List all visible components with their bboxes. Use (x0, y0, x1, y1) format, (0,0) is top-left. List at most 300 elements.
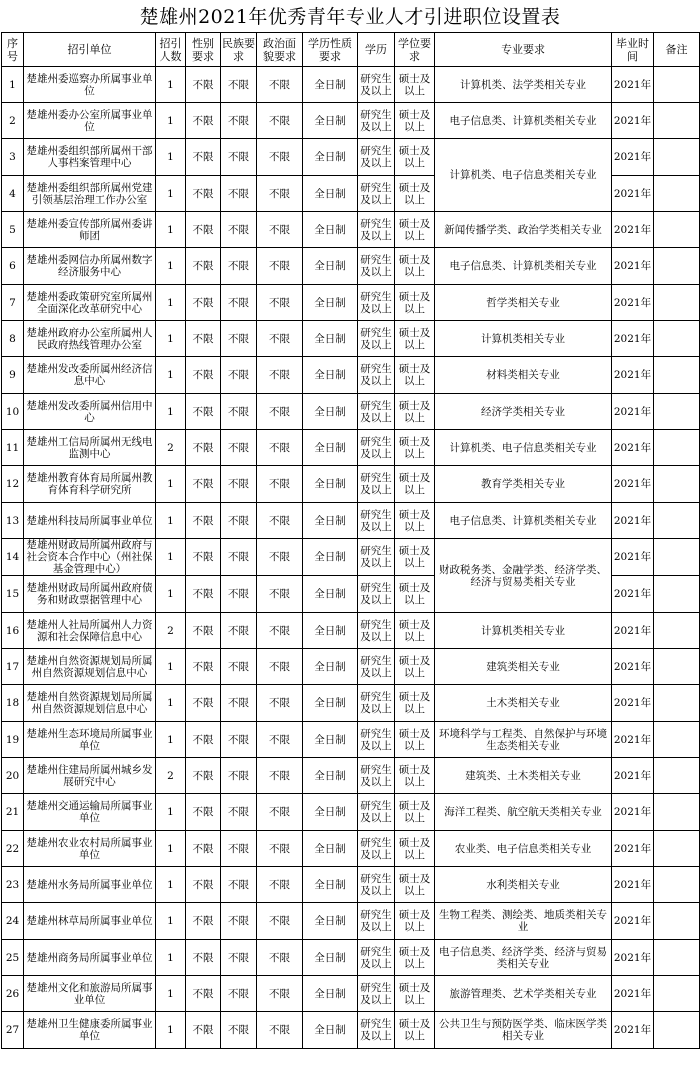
cell-unit: 楚雄州生态环境局所属事业单位 (24, 722, 156, 758)
cell-count: 1 (156, 867, 186, 903)
cell-gender: 不限 (186, 67, 221, 103)
cell-edu-type: 全日制 (303, 794, 358, 831)
cell-unit: 楚雄州自然资源规划局所属州自然资源规划信息中心 (24, 685, 156, 722)
cell-count: 1 (156, 67, 186, 103)
cell-seq: 7 (2, 285, 24, 321)
cell-education: 研究生及以上 (358, 357, 395, 394)
cell-edu-type: 全日制 (303, 321, 358, 357)
table-row (2, 321, 700, 357)
cell-education: 研究生及以上 (358, 613, 395, 649)
table-row (2, 940, 700, 976)
cell-gender: 不限 (186, 176, 221, 212)
cell-unit: 楚雄州政府办公室所属州人民政府热线管理办公室 (24, 321, 156, 357)
cell-major: 建筑类、土木类相关专业 (435, 758, 612, 794)
cell-count: 1 (156, 321, 186, 357)
cell-grad-time: 2021年 (612, 394, 654, 430)
cell-gender: 不限 (186, 466, 221, 503)
cell-gender: 不限 (186, 976, 221, 1012)
cell-gender: 不限 (186, 940, 221, 976)
cell-degree: 硕士及以上 (395, 394, 435, 430)
cell-grad-time: 2021年 (612, 503, 654, 539)
cell-seq: 19 (2, 722, 24, 758)
cell-major: 计算机类相关专业 (435, 321, 612, 357)
cell-count: 1 (156, 103, 186, 139)
header-major: 专业要求 (435, 33, 612, 67)
cell-note (654, 576, 700, 613)
cell-major: 农业类、电子信息类相关专业 (435, 831, 612, 867)
cell-education: 研究生及以上 (358, 1012, 395, 1049)
cell-count: 1 (156, 466, 186, 503)
cell-degree: 硕士及以上 (395, 103, 435, 139)
cell-political: 不限 (257, 685, 303, 722)
table-row (2, 1012, 700, 1049)
header-seq: 序号 (2, 33, 24, 67)
cell-edu-type: 全日制 (303, 613, 358, 649)
cell-gender: 不限 (186, 576, 221, 613)
cell-political: 不限 (257, 394, 303, 430)
cell-political: 不限 (257, 940, 303, 976)
cell-education: 研究生及以上 (358, 430, 395, 466)
cell-ethnicity: 不限 (221, 285, 257, 321)
cell-education: 研究生及以上 (358, 539, 395, 576)
cell-grad-time: 2021年 (612, 539, 654, 576)
cell-political: 不限 (257, 176, 303, 212)
cell-seq: 8 (2, 321, 24, 357)
cell-edu-type: 全日制 (303, 685, 358, 722)
cell-gender: 不限 (186, 685, 221, 722)
cell-degree: 硕士及以上 (395, 466, 435, 503)
cell-count: 1 (156, 176, 186, 212)
cell-ethnicity: 不限 (221, 212, 257, 248)
cell-major: 计算机类、电子信息类相关专业 (435, 139, 612, 212)
cell-political: 不限 (257, 613, 303, 649)
cell-note (654, 103, 700, 139)
cell-grad-time: 2021年 (612, 285, 654, 321)
cell-ethnicity: 不限 (221, 176, 257, 212)
cell-note (654, 321, 700, 357)
header-edu-type: 学历性质要求 (303, 33, 358, 67)
cell-grad-time: 2021年 (612, 248, 654, 285)
cell-seq: 27 (2, 1012, 24, 1049)
cell-edu-type: 全日制 (303, 976, 358, 1012)
cell-political: 不限 (257, 139, 303, 176)
positions-table (1, 32, 700, 1049)
cell-edu-type: 全日制 (303, 103, 358, 139)
cell-count: 1 (156, 1012, 186, 1049)
cell-note (654, 867, 700, 903)
cell-grad-time: 2021年 (612, 613, 654, 649)
cell-major: 计算机类相关专业 (435, 613, 612, 649)
cell-count: 1 (156, 212, 186, 248)
cell-major: 新闻传播学类、政治学类相关专业 (435, 212, 612, 248)
cell-political: 不限 (257, 67, 303, 103)
cell-unit: 楚雄州财政局所属州政府债务和财政票据管理中心 (24, 576, 156, 613)
cell-political: 不限 (257, 867, 303, 903)
cell-seq: 17 (2, 649, 24, 685)
cell-grad-time: 2021年 (612, 212, 654, 248)
cell-grad-time: 2021年 (612, 321, 654, 357)
cell-degree: 硕士及以上 (395, 1012, 435, 1049)
cell-grad-time: 2021年 (612, 430, 654, 466)
header-note: 备注 (654, 33, 700, 67)
cell-degree: 硕士及以上 (395, 867, 435, 903)
cell-political: 不限 (257, 576, 303, 613)
cell-edu-type: 全日制 (303, 903, 358, 940)
cell-count: 1 (156, 831, 186, 867)
header-gender: 性别要求 (186, 33, 221, 67)
cell-ethnicity: 不限 (221, 649, 257, 685)
cell-unit: 楚雄州财政局所属州政府与社会资本合作中心（州社保基金管理中心） (24, 539, 156, 576)
cell-gender: 不限 (186, 357, 221, 394)
cell-note (654, 539, 700, 576)
cell-grad-time: 2021年 (612, 466, 654, 503)
cell-major: 生物工程类、测绘类、地质类相关专业 (435, 903, 612, 940)
cell-seq: 11 (2, 430, 24, 466)
table-row (2, 794, 700, 831)
cell-political: 不限 (257, 976, 303, 1012)
cell-count: 1 (156, 503, 186, 539)
cell-degree: 硕士及以上 (395, 613, 435, 649)
cell-unit: 楚雄州发改委所属州经济信息中心 (24, 357, 156, 394)
cell-political: 不限 (257, 321, 303, 357)
cell-ethnicity: 不限 (221, 831, 257, 867)
cell-education: 研究生及以上 (358, 722, 395, 758)
cell-note (654, 67, 700, 103)
cell-education: 研究生及以上 (358, 831, 395, 867)
cell-grad-time: 2021年 (612, 576, 654, 613)
cell-unit: 楚雄州水务局所属事业单位 (24, 867, 156, 903)
cell-grad-time: 2021年 (612, 649, 654, 685)
table-row (2, 758, 700, 794)
cell-edu-type: 全日制 (303, 649, 358, 685)
cell-seq: 2 (2, 103, 24, 139)
cell-political: 不限 (257, 285, 303, 321)
cell-note (654, 722, 700, 758)
cell-edu-type: 全日制 (303, 831, 358, 867)
cell-education: 研究生及以上 (358, 649, 395, 685)
cell-note (654, 466, 700, 503)
cell-ethnicity: 不限 (221, 722, 257, 758)
cell-unit: 楚雄州商务局所属事业单位 (24, 940, 156, 976)
cell-education: 研究生及以上 (358, 321, 395, 357)
cell-count: 1 (156, 649, 186, 685)
cell-ethnicity: 不限 (221, 503, 257, 539)
cell-grad-time: 2021年 (612, 103, 654, 139)
cell-major: 电子信息类、计算机类相关专业 (435, 248, 612, 285)
cell-note (654, 831, 700, 867)
cell-gender: 不限 (186, 503, 221, 539)
cell-seq: 25 (2, 940, 24, 976)
cell-note (654, 649, 700, 685)
cell-ethnicity: 不限 (221, 867, 257, 903)
cell-ethnicity: 不限 (221, 903, 257, 940)
cell-degree: 硕士及以上 (395, 430, 435, 466)
cell-count: 1 (156, 794, 186, 831)
cell-unit: 楚雄州委网信办所属州数字经济服务中心 (24, 248, 156, 285)
cell-major: 电子信息类、计算机类相关专业 (435, 103, 612, 139)
cell-gender: 不限 (186, 722, 221, 758)
cell-degree: 硕士及以上 (395, 976, 435, 1012)
cell-gender: 不限 (186, 613, 221, 649)
cell-note (654, 1012, 700, 1049)
table-row (2, 503, 700, 539)
cell-major: 哲学类相关专业 (435, 285, 612, 321)
cell-seq: 21 (2, 794, 24, 831)
cell-political: 不限 (257, 357, 303, 394)
cell-grad-time: 2021年 (612, 831, 654, 867)
cell-political: 不限 (257, 1012, 303, 1049)
cell-unit: 楚雄州卫生健康委所属事业单位 (24, 1012, 156, 1049)
cell-edu-type: 全日制 (303, 394, 358, 430)
cell-count: 1 (156, 722, 186, 758)
cell-edu-type: 全日制 (303, 357, 358, 394)
cell-ethnicity: 不限 (221, 357, 257, 394)
cell-seq: 1 (2, 67, 24, 103)
cell-education: 研究生及以上 (358, 903, 395, 940)
cell-major: 海洋工程类、航空航天类相关专业 (435, 794, 612, 831)
cell-ethnicity: 不限 (221, 430, 257, 466)
cell-ethnicity: 不限 (221, 394, 257, 430)
cell-grad-time: 2021年 (612, 685, 654, 722)
cell-degree: 硕士及以上 (395, 685, 435, 722)
cell-seq: 10 (2, 394, 24, 430)
header-grad-time: 毕业时间 (612, 33, 654, 67)
cell-unit: 楚雄州教育体育局所属州教育体育科学研究所 (24, 466, 156, 503)
cell-seq: 5 (2, 212, 24, 248)
table-row (2, 539, 700, 576)
cell-political: 不限 (257, 539, 303, 576)
cell-edu-type: 全日制 (303, 285, 358, 321)
cell-edu-type: 全日制 (303, 430, 358, 466)
cell-ethnicity: 不限 (221, 758, 257, 794)
cell-grad-time: 2021年 (612, 176, 654, 212)
cell-degree: 硕士及以上 (395, 321, 435, 357)
cell-note (654, 212, 700, 248)
cell-degree: 硕士及以上 (395, 67, 435, 103)
cell-edu-type: 全日制 (303, 576, 358, 613)
cell-gender: 不限 (186, 903, 221, 940)
cell-count: 1 (156, 903, 186, 940)
cell-degree: 硕士及以上 (395, 503, 435, 539)
cell-note (654, 758, 700, 794)
cell-note (654, 430, 700, 466)
cell-edu-type: 全日制 (303, 722, 358, 758)
cell-note (654, 940, 700, 976)
cell-note (654, 139, 700, 176)
cell-note (654, 613, 700, 649)
cell-grad-time: 2021年 (612, 976, 654, 1012)
table-row (2, 357, 700, 394)
cell-political: 不限 (257, 430, 303, 466)
cell-political: 不限 (257, 903, 303, 940)
cell-degree: 硕士及以上 (395, 248, 435, 285)
cell-seq: 13 (2, 503, 24, 539)
cell-education: 研究生及以上 (358, 940, 395, 976)
table-row (2, 613, 700, 649)
table-row (2, 212, 700, 248)
cell-ethnicity: 不限 (221, 248, 257, 285)
table-row (2, 685, 700, 722)
cell-count: 2 (156, 430, 186, 466)
cell-seq: 9 (2, 357, 24, 394)
cell-major: 公共卫生与预防医学类、临床医学类相关专业 (435, 1012, 612, 1049)
table-header-row (2, 33, 700, 67)
cell-seq: 6 (2, 248, 24, 285)
cell-seq: 22 (2, 831, 24, 867)
table-row (2, 67, 700, 103)
cell-education: 研究生及以上 (358, 758, 395, 794)
cell-major: 教育学类相关专业 (435, 466, 612, 503)
table-row (2, 248, 700, 285)
cell-major: 建筑类相关专业 (435, 649, 612, 685)
cell-gender: 不限 (186, 139, 221, 176)
cell-unit: 楚雄州发改委所属州信用中心 (24, 394, 156, 430)
cell-education: 研究生及以上 (358, 466, 395, 503)
cell-unit: 楚雄州人社局所属州人力资源和社会保障信息中心 (24, 613, 156, 649)
cell-degree: 硕士及以上 (395, 285, 435, 321)
table-row (2, 722, 700, 758)
page-title: 楚雄州2021年优秀青年专业人才引进职位设置表 (139, 6, 561, 28)
cell-degree: 硕士及以上 (395, 722, 435, 758)
cell-note (654, 503, 700, 539)
cell-count: 1 (156, 976, 186, 1012)
cell-major: 经济学类相关专业 (435, 394, 612, 430)
cell-unit: 楚雄州委组织部所属州党建引领基层治理工作办公室 (24, 176, 156, 212)
cell-seq: 20 (2, 758, 24, 794)
cell-edu-type: 全日制 (303, 503, 358, 539)
cell-count: 1 (156, 539, 186, 576)
cell-seq: 18 (2, 685, 24, 722)
cell-grad-time: 2021年 (612, 758, 654, 794)
cell-gender: 不限 (186, 1012, 221, 1049)
cell-ethnicity: 不限 (221, 940, 257, 976)
cell-degree: 硕士及以上 (395, 903, 435, 940)
table-row (2, 976, 700, 1012)
header-unit: 招引单位 (24, 33, 156, 67)
cell-degree: 硕士及以上 (395, 758, 435, 794)
cell-political: 不限 (257, 503, 303, 539)
table-row (2, 649, 700, 685)
cell-unit: 楚雄州委组织部所属州干部人事档案管理中心 (24, 139, 156, 176)
cell-education: 研究生及以上 (358, 976, 395, 1012)
cell-grad-time: 2021年 (612, 903, 654, 940)
cell-note (654, 285, 700, 321)
table-row (2, 103, 700, 139)
cell-count: 2 (156, 613, 186, 649)
cell-note (654, 976, 700, 1012)
cell-unit: 楚雄州委宣传部所属州委讲师团 (24, 212, 156, 248)
cell-major: 旅游管理类、艺术学类相关专业 (435, 976, 612, 1012)
cell-count: 1 (156, 685, 186, 722)
cell-gender: 不限 (186, 758, 221, 794)
cell-unit: 楚雄州农业农村局所属事业单位 (24, 831, 156, 867)
cell-note (654, 685, 700, 722)
cell-gender: 不限 (186, 831, 221, 867)
cell-major: 水利类相关专业 (435, 867, 612, 903)
cell-education: 研究生及以上 (358, 576, 395, 613)
cell-major: 财政税务类、金融学类、经济学类、经济与贸易类相关专业 (435, 539, 612, 613)
header-degree: 学位要求 (395, 33, 435, 67)
cell-ethnicity: 不限 (221, 139, 257, 176)
cell-note (654, 794, 700, 831)
cell-ethnicity: 不限 (221, 321, 257, 357)
cell-major: 计算机类、电子信息类相关专业 (435, 430, 612, 466)
cell-count: 1 (156, 248, 186, 285)
cell-seq: 12 (2, 466, 24, 503)
cell-count: 1 (156, 357, 186, 394)
table-row (2, 903, 700, 940)
cell-unit: 楚雄州委办公室所属事业单位 (24, 103, 156, 139)
cell-seq: 24 (2, 903, 24, 940)
table-row (2, 394, 700, 430)
cell-ethnicity: 不限 (221, 613, 257, 649)
cell-unit: 楚雄州委巡察办所属事业单位 (24, 67, 156, 103)
cell-ethnicity: 不限 (221, 1012, 257, 1049)
cell-degree: 硕士及以上 (395, 176, 435, 212)
cell-gender: 不限 (186, 248, 221, 285)
cell-ethnicity: 不限 (221, 103, 257, 139)
cell-edu-type: 全日制 (303, 539, 358, 576)
table-body (2, 67, 700, 1049)
cell-note (654, 357, 700, 394)
cell-edu-type: 全日制 (303, 212, 358, 248)
cell-degree: 硕士及以上 (395, 539, 435, 576)
cell-unit: 楚雄州交通运输局所属事业单位 (24, 794, 156, 831)
cell-education: 研究生及以上 (358, 176, 395, 212)
header-political: 政治面貌要求 (257, 33, 303, 67)
cell-major: 电子信息类、计算机类相关专业 (435, 503, 612, 539)
cell-count: 1 (156, 285, 186, 321)
cell-gender: 不限 (186, 321, 221, 357)
cell-count: 1 (156, 394, 186, 430)
cell-seq: 3 (2, 139, 24, 176)
cell-education: 研究生及以上 (358, 248, 395, 285)
cell-unit: 楚雄州林草局所属事业单位 (24, 903, 156, 940)
cell-degree: 硕士及以上 (395, 357, 435, 394)
cell-edu-type: 全日制 (303, 176, 358, 212)
cell-political: 不限 (257, 758, 303, 794)
cell-ethnicity: 不限 (221, 685, 257, 722)
cell-unit: 楚雄州科技局所属事业单位 (24, 503, 156, 539)
cell-grad-time: 2021年 (612, 1012, 654, 1049)
cell-ethnicity: 不限 (221, 67, 257, 103)
cell-edu-type: 全日制 (303, 1012, 358, 1049)
cell-seq: 15 (2, 576, 24, 613)
cell-edu-type: 全日制 (303, 67, 358, 103)
table-row (2, 285, 700, 321)
cell-note (654, 394, 700, 430)
cell-major: 土木类相关专业 (435, 685, 612, 722)
cell-education: 研究生及以上 (358, 503, 395, 539)
cell-unit: 楚雄州工信局所属州无线电监测中心 (24, 430, 156, 466)
cell-gender: 不限 (186, 212, 221, 248)
cell-degree: 硕士及以上 (395, 576, 435, 613)
cell-note (654, 248, 700, 285)
cell-ethnicity: 不限 (221, 466, 257, 503)
cell-unit: 楚雄州住建局所属州城乡发展研究中心 (24, 758, 156, 794)
cell-unit: 楚雄州文化和旅游局所属事业单位 (24, 976, 156, 1012)
cell-gender: 不限 (186, 394, 221, 430)
cell-edu-type: 全日制 (303, 940, 358, 976)
cell-degree: 硕士及以上 (395, 794, 435, 831)
cell-edu-type: 全日制 (303, 248, 358, 285)
cell-ethnicity: 不限 (221, 794, 257, 831)
cell-ethnicity: 不限 (221, 976, 257, 1012)
cell-grad-time: 2021年 (612, 67, 654, 103)
cell-major: 材料类相关专业 (435, 357, 612, 394)
cell-seq: 23 (2, 867, 24, 903)
table-row (2, 867, 700, 903)
